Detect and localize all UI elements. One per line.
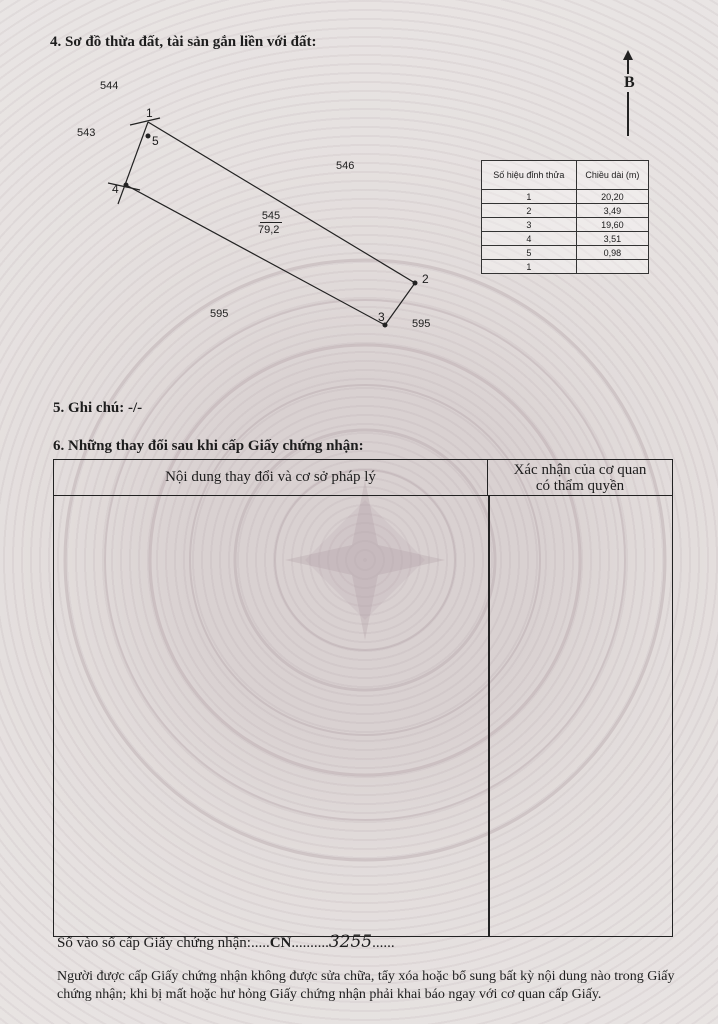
vertex-1: 1	[146, 106, 153, 120]
north-label: B	[624, 74, 635, 91]
table-row	[482, 260, 649, 274]
section5-title: 5. Ghi chú: -/-	[53, 400, 143, 416]
registration-number-line	[57, 932, 395, 952]
edge-cell: 1	[482, 190, 577, 204]
registration-dots-3: ......	[372, 935, 395, 951]
parcel-546: 546	[336, 160, 355, 172]
section6-title: 6. Những thay đổi sau khi cấp Giấy chứng nhận:	[53, 438, 364, 454]
length-cell	[576, 260, 648, 274]
length-cell: 0,98	[576, 246, 648, 260]
edge-cell: 5	[482, 246, 577, 260]
edge-cell: 2	[482, 204, 577, 218]
registration-dots-2: ..........	[291, 935, 329, 951]
parcel-544: 544	[100, 80, 119, 92]
parcel-main-number: 545	[261, 210, 281, 222]
length-cell: 19,60	[576, 218, 648, 232]
registration-prefix: CN	[269, 935, 292, 951]
length-cell: 3,51	[576, 232, 648, 246]
vertex-3: 3	[378, 310, 385, 324]
changes-authority-header	[488, 460, 672, 496]
section4-title: 4. Sơ đồ thừa đất, tài sản gắn liền với đất:	[50, 34, 317, 50]
registration-label: Số vào sổ cấp Giấy chứng nhận:	[57, 935, 251, 951]
col-edge-header: Số hiệu đỉnh thửa	[482, 161, 577, 190]
table-row	[482, 232, 649, 246]
col-length-header: Chiều dài (m)	[576, 161, 648, 190]
vertex-4: 4	[112, 182, 119, 196]
table-row	[482, 204, 649, 218]
edge-length-table	[481, 160, 649, 274]
changes-table	[53, 459, 673, 937]
edge-cell: 3	[482, 218, 577, 232]
registration-dots-1: .....	[250, 935, 270, 951]
table-row	[482, 190, 649, 204]
vertex-5: 5	[152, 134, 159, 148]
length-cell: 3,49	[576, 204, 648, 218]
parcel-595-left: 595	[210, 308, 229, 320]
table-row	[482, 246, 649, 260]
column-divider	[488, 496, 490, 936]
vertex-2: 2	[422, 272, 429, 286]
changes-content-header: Nội dung thay đổi và cơ sở pháp lý	[54, 460, 488, 496]
parcel-main-area: 79,2	[258, 224, 280, 236]
parcel-543: 543	[77, 127, 96, 139]
registration-number: 3255	[328, 932, 373, 952]
authority-header-line2: có thẩm quyền	[535, 477, 625, 494]
authority-header-line1: Xác nhận của cơ quan	[513, 461, 647, 478]
edge-cell: 4	[482, 232, 577, 246]
footnote-warning: Người được cấp Giấy chứng nhận không được sửa chữa, tẩy xóa hoặc bổ sung bất kỳ nội dung nào trong Giấy chứng nhận; khi bị mất hoặc hư hỏng Giấy chứng nhận phải khai báo ngay với cơ quan cấp Giấy.	[57, 969, 675, 1002]
edge-cell: 1	[482, 260, 577, 274]
length-cell: 20,20	[576, 190, 648, 204]
table-row	[482, 218, 649, 232]
parcel-595-right: 595	[412, 318, 431, 330]
